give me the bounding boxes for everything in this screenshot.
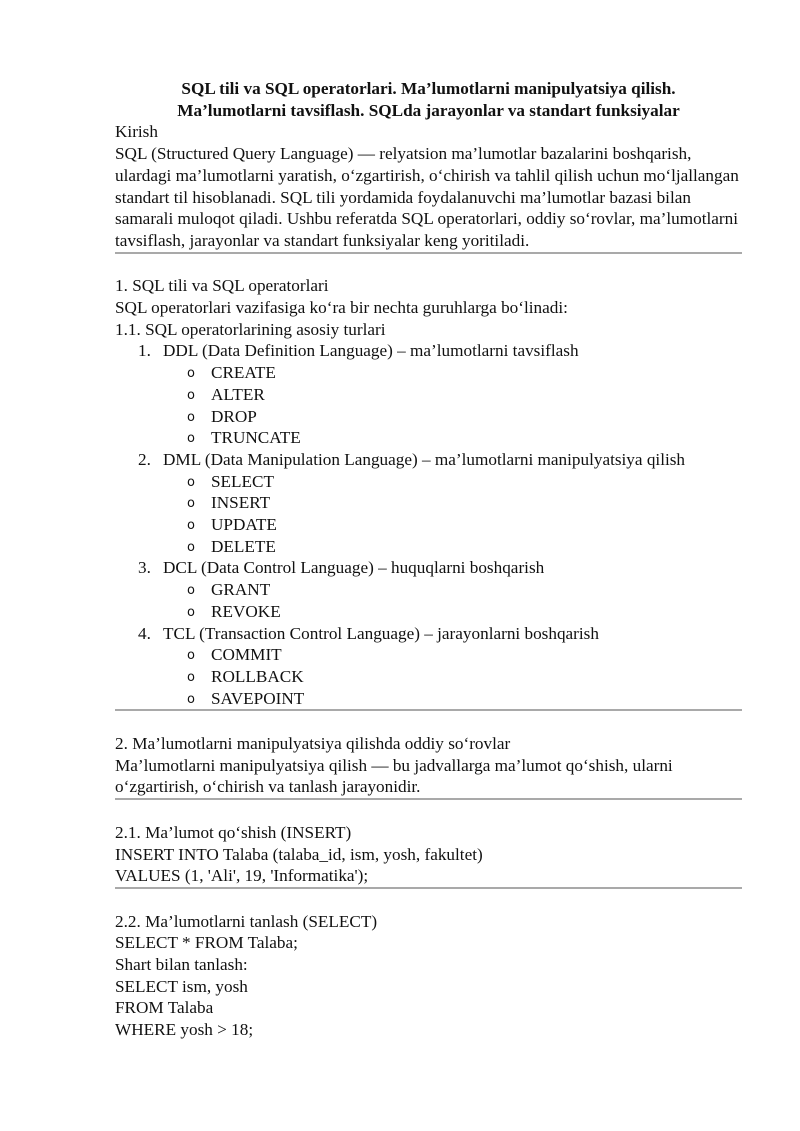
bullet-icon: o xyxy=(187,387,195,403)
operator-name: TRUNCATE xyxy=(211,428,301,448)
operator-group xyxy=(138,340,742,449)
bullet-icon: o xyxy=(187,648,195,664)
operator-item xyxy=(163,601,742,623)
operator-item xyxy=(163,644,742,666)
operator-name: SELECT xyxy=(211,471,275,491)
section-1-text: SQL operatorlari vazifasiga ko‘ra bir nechta guruhlarga bo‘linadi: xyxy=(115,298,568,318)
operator-name: CREATE xyxy=(211,363,276,383)
operator-group xyxy=(138,557,742,622)
operator-item xyxy=(163,384,742,406)
operator-item xyxy=(163,492,742,514)
bullet-icon: o xyxy=(187,669,195,685)
group-label: DCL (Data Control Language) – huquqlarni boshqarish xyxy=(163,558,545,578)
operator-item xyxy=(163,536,742,558)
operator-name: ROLLBACK xyxy=(211,666,304,686)
operator-item xyxy=(163,471,742,493)
operator-list xyxy=(163,579,742,622)
operator-group xyxy=(138,623,742,710)
operator-name: GRANT xyxy=(211,580,271,600)
operator-name: COMMIT xyxy=(211,645,282,665)
group-label: DDL (Data Definition Language) – ma’lumotlarni tavsiflash xyxy=(163,341,579,361)
title-line-1: SQL tili va SQL operatorlari. Ma’lumotlarni manipulyatsiya qilish. xyxy=(181,79,676,98)
operator-item xyxy=(163,579,742,601)
operator-name: DELETE xyxy=(211,536,276,556)
section-1-1-heading: 1.1. SQL operatorlarining asosiy turlari xyxy=(115,319,386,339)
section-2-text: Ma’lumotlarni manipulyatsiya qilish — bu jadvallarga ma’lumot qo‘shish, ularni o‘zgartirish, o‘chirish va tanlash jarayonidir. xyxy=(115,755,673,797)
operator-name: REVOKE xyxy=(211,601,281,621)
condition-label: Shart bilan tanlash: xyxy=(115,955,248,975)
operator-list xyxy=(163,362,742,449)
operator-group xyxy=(138,449,742,558)
operator-item xyxy=(163,406,742,428)
operator-name: SAVEPOINT xyxy=(211,688,305,708)
group-number: 1. xyxy=(138,341,151,361)
section-1-heading: 1. SQL tili va SQL operatorlari xyxy=(115,276,329,296)
group-label: TCL (Transaction Control Language) – jarayonlarni boshqarish xyxy=(163,623,599,643)
title-line-2: Ma’lumotlarni tavsiflash. SQLda jarayonlar va standart funksiyalar xyxy=(177,100,680,120)
operator-groups-list xyxy=(115,340,742,709)
code-line: WHERE yosh > 18; xyxy=(115,1020,254,1040)
code-line: VALUES (1, 'Ali', 19, 'Informatika'); xyxy=(115,866,369,886)
intro-paragraph: SQL (Structured Query Language) — relyatsion ma’lumotlar bazalarini boshqarish, ulardagi ma’lumotlarni yaratish, o‘zgartirish, o‘chirish va tahlil qilish uchun mo‘ljallangan standart til hisoblanadi. SQL tili yordamida foydalanuvchi ma’lumotlar bazasi bilan samarali muloqot qiladi. Ushbu referatda SQL operatorlari, oddiy so‘rovlar, ma’lumotlarni tavsiflash, jarayonlar va standart funksiyalar keng yoritiladi. xyxy=(115,144,739,250)
operator-item xyxy=(163,514,742,536)
intro-heading: Kirish xyxy=(115,122,158,142)
bullet-icon: o xyxy=(187,474,195,490)
group-number: 2. xyxy=(138,449,151,469)
code-line: INSERT INTO Talaba (talaba_id, ism, yosh, fakultet) xyxy=(115,844,483,864)
document-page xyxy=(115,78,742,1041)
operator-item xyxy=(163,362,742,384)
code-line: FROM Talaba xyxy=(115,998,214,1018)
operator-list xyxy=(163,644,742,709)
group-label: DML (Data Manipulation Language) – ma’lumotlarni manipulyatsiya qilish xyxy=(163,449,686,469)
operator-name: UPDATE xyxy=(211,515,277,535)
group-number: 3. xyxy=(138,558,151,578)
operator-name: INSERT xyxy=(211,493,271,513)
bullet-icon: o xyxy=(187,496,195,512)
section-2-1-heading: 2.1. Ma’lumot qo‘shish (INSERT) xyxy=(115,822,352,842)
operator-list xyxy=(163,471,742,558)
section-2-heading: 2. Ma’lumotlarni manipulyatsiya qilishda oddiy so‘rovlar xyxy=(115,734,511,754)
bullet-icon: o xyxy=(187,583,195,599)
section-2-2-heading: 2.2. Ma’lumotlarni tanlash (SELECT) xyxy=(115,911,378,931)
bullet-icon: o xyxy=(187,539,195,555)
bullet-icon: o xyxy=(187,431,195,447)
bullet-icon: o xyxy=(187,366,195,382)
operator-name: DROP xyxy=(211,406,257,426)
operator-item xyxy=(163,427,742,449)
bullet-icon: o xyxy=(187,409,195,425)
bullet-icon: o xyxy=(187,604,195,620)
code-line: SELECT ism, yosh xyxy=(115,976,248,996)
bullet-icon: o xyxy=(187,691,195,707)
operator-item xyxy=(163,688,742,710)
operator-item xyxy=(163,666,742,688)
bullet-icon: o xyxy=(187,518,195,534)
operator-name: ALTER xyxy=(211,384,265,404)
code-line: SELECT * FROM Talaba; xyxy=(115,933,298,953)
group-number: 4. xyxy=(138,623,151,643)
